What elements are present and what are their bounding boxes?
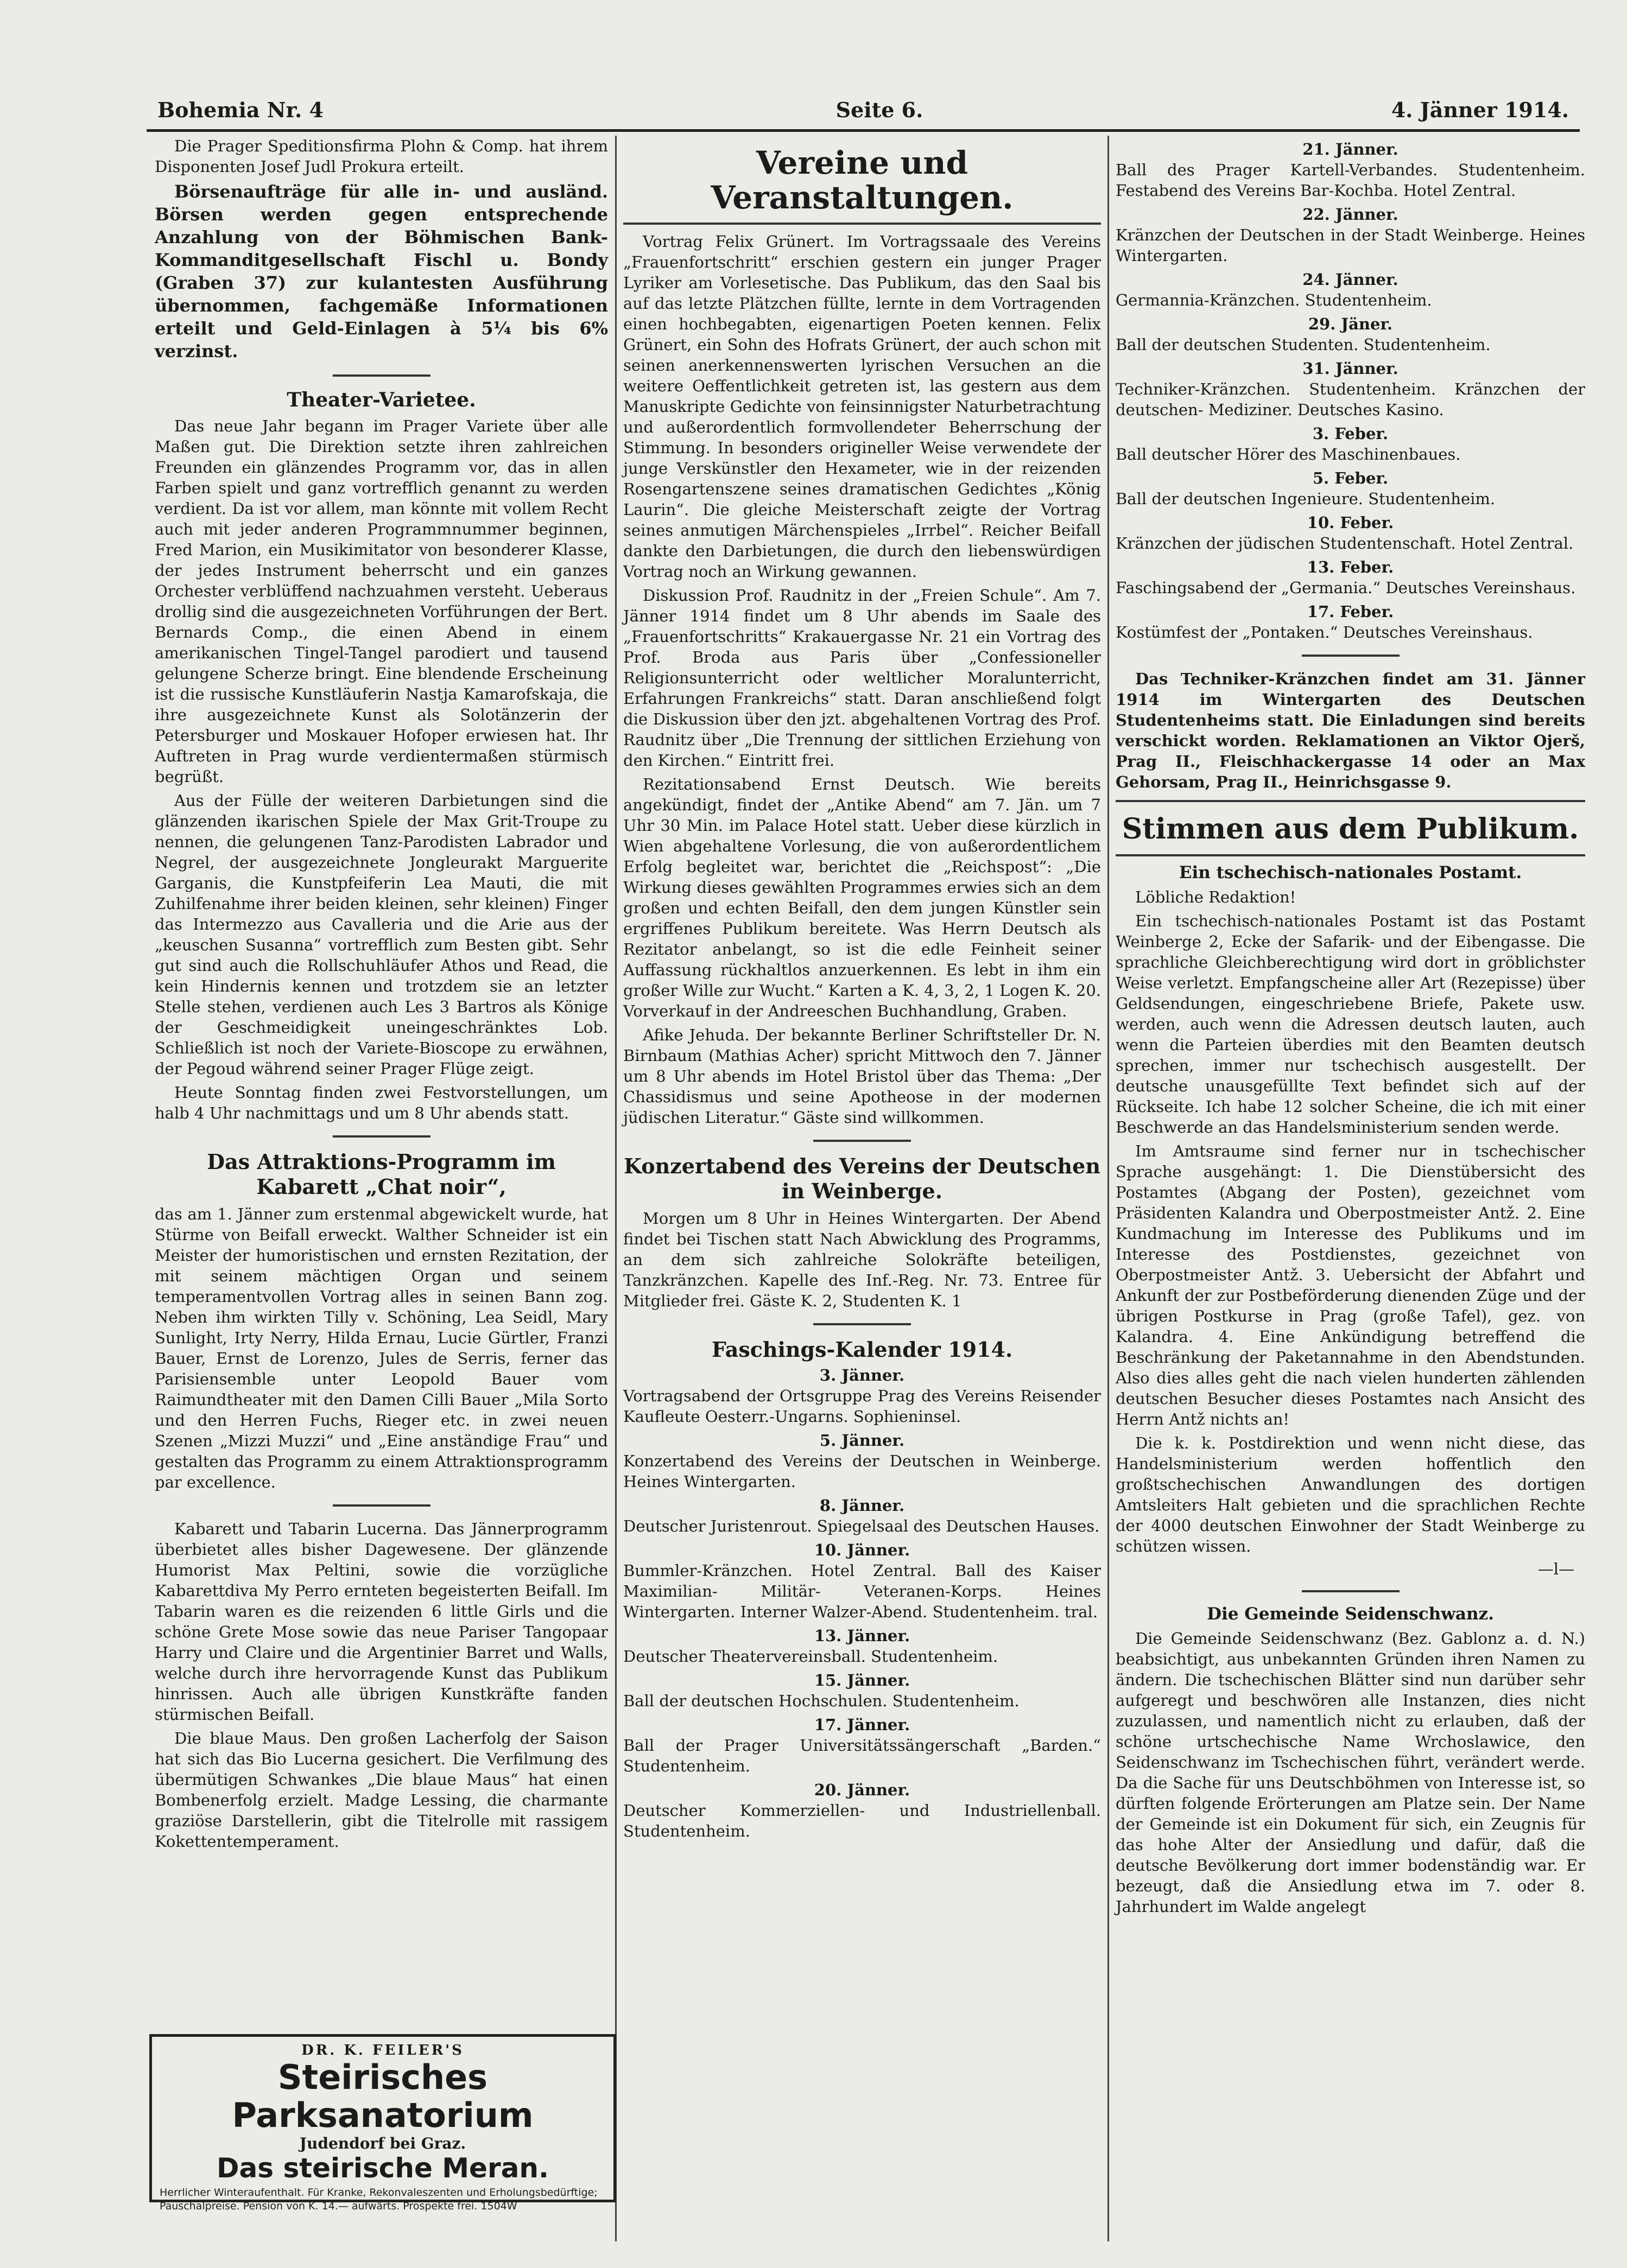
divider (1116, 854, 1585, 856)
column-1 (155, 136, 608, 1855)
column-2 (623, 136, 1101, 1845)
divider (1116, 800, 1585, 802)
ad-title: Steirisches Parksanatorium (232, 2057, 534, 2135)
divider (813, 1140, 911, 1142)
fasching-date: 8. Jänner. (819, 1496, 905, 1515)
ad-location: Judendorf bei Graz. (299, 2134, 466, 2152)
vereine-afike-jehuda: Afike Jehuda. Der bekannte Berliner Schriftsteller Dr. N. Birnbaum (Mathias Acher) spricht Mittwoch den 7. Jänner um 8 Uhr abends im Hotel Bristol über das Thema: „Der Chassidismus und seine Apotheose in der modernen jüdischen Literatur.“ Gäste sind willkommen. (623, 1026, 1101, 1127)
fasching-date: 3. Feber. (1312, 424, 1389, 443)
masthead-issue: Bohemia Nr. 4 (157, 98, 324, 122)
ad-slogan: Das steirische Meran. (217, 2152, 549, 2184)
heading-chat-noir: Das Attraktions-Programm im Kabarett „Chat noir“, (207, 1149, 556, 1199)
fasching-date: 10. Feber. (1307, 513, 1394, 532)
fasching-entry: Ball der deutschen Studenten. Studentenheim. (1116, 335, 1491, 354)
fasching-entry: Ball deutscher Hörer des Maschinenbaues. (1116, 445, 1461, 463)
heading-stimmen: Stimmen aus dem Publikum. (1122, 812, 1579, 846)
page-header (147, 91, 1580, 132)
chat-noir-paragraph: das am 1. Jänner zum erstenmal abgewickelt wurde, hat Stürme von Beifall erweckt. Walther Schneider ist ein Meister der humoristischen und ernsten Rezitation, der mit seinem mächtigen Organ und seinem temperamentvollen Vortrag alles in seinen Bann zog. Neben ihm wirkten Tilly v. Schöning, Lea Seidl, Mary Sunlight, Irty Nerry, Hilda Ernau, Lucie Gürtler, Franzi Bauer, Ernst de Lorenzo, Jules de Serris, ferner das Parisiensemble unter Leopold Bauer vom Raimundtheater mit den Damen Cilli Bauer „Mila Sorto und den Herren Fuchs, Rieger etc. in zwei neuen Szenen „Mizzi Muzzi“ und „Eine anständige Frau“ und gestalten das Programm zu einem Attraktionsprogramm par excellence. (155, 1205, 608, 1491)
fasching-entry: Bummler-Kränzchen. Hotel Zentral. Ball des Kaiser Maximilian- Militär- Veteranen-Korps. Heines Wintergarten. Interner Walzer-Abend. Studentenheim. tral. (623, 1561, 1101, 1621)
vereine-diskussion: Diskussion Prof. Raudnitz in der „Freien Schule“. Am 7. Jänner 1914 findet um 8 Uhr abends im Saale des „Frauenfortschritts“ Krakauergasse Nr. 21 ein Vortrag des Prof. Broda aus Paris über „Confessioneller Religionsunterricht oder weltlicher Moralunterricht, Erfahrungen Frankreichs“ statt. Daran anschließend folgt die Diskussion über den jzt. abgehaltenen Vortrag des Prof. Raudnitz über „Die Trennung der sittlichen Erziehung von den Kirchen.“ Eintritt frei. (623, 586, 1101, 770)
fasching-entry: Deutscher Juristenrout. Spiegelsaal des Deutschen Hauses. (623, 1517, 1100, 1535)
fasching-date: 10. Jänner. (814, 1541, 910, 1559)
fasching-date: 29. Jäner. (1308, 315, 1393, 333)
fasching-entry: Vortragsabend der Ortsgruppe Prag des Vereins Reisender Kaufleute Oesterr.-Ungarns. Sophieninsel. (623, 1387, 1101, 1426)
fasching-date: 21. Jänner. (1302, 140, 1398, 158)
postamt-paragraph-3: Die k. k. Postdirektion und wenn nicht diese, das Handelsministerium werden hoffentlich den großtschechischen Anwandlungen des dortigen Amtsleiters Halt gebieten und die sprachlichen Rechte der 4000 deutschen Einwohner der Stadt Weinberge zu schützen wissen. (1116, 1434, 1585, 1555)
konzertabend-paragraph: Morgen um 8 Uhr in Heines Wintergarten. Der Abend findet bei Tischen statt Nach Abwicklung des Programms, an dem sich zahlreiche Solokräfte beteiligen, Tanzkränzchen. Kapelle des Inf.-Reg. Nr. 73. Entree für Mitglieder frei. Gäste K. 2, Studenten K. 1 (623, 1209, 1101, 1310)
faschings-list-2 (1116, 140, 1585, 643)
letter-signature: —l— (1537, 1560, 1574, 1578)
divider (1302, 1590, 1400, 1592)
fasching-entry: Deutscher Kommerziellen- und Industriellenball. Studentenheim. (623, 1801, 1101, 1840)
fasching-date: 17. Feber. (1307, 602, 1394, 621)
column-rule-1 (615, 136, 617, 2241)
fasching-entry: Ball des Prager Kartell-Verbandes. Studentenheim. Festabend des Vereins Bar-Kochba. Hotel Zentral. (1116, 161, 1585, 200)
fasching-entry: Techniker-Kränzchen. Studentenheim. Kränzchen der deutschen- Mediziner. Deutsches Kasino. (1116, 380, 1585, 419)
vereine-rezitation: Rezitationsabend Ernst Deutsch. Wie bereits angekündigt, findet der „Antike Abend“ am 7. Jän. um 7 Uhr 30 Min. im Palace Hotel statt. Ueber diese kürzlich in Wien abgehaltene Vorlesung, die von außerordentlichem Erfolg begleitet war, berichtet die „Reichspost“: „Die Wirkung dieses gewählten Programmes erwies sich an dem großen und echten Beifall, den dem jungen Künstler sein ergriffenes Publikum bereitete. Was Herrn Deutsch als Rezitator anbelangt, so ist die edle Feinheit seiner Auffassung rückhaltlos anzuerkennen. Es lebt in ihm ein großer Wille zur Wucht.“ Karten a K. 4, 3, 2, 1 Logen K. 20. Vorverkauf in der Andreeschen Buchhandlung, Graben. (623, 775, 1101, 1020)
faschings-list-1 (623, 1366, 1101, 1841)
fasching-date: 24. Jänner. (1302, 270, 1398, 289)
postamt-paragraph-1: Ein tschechisch-nationales Postamt ist das Postamt Weinberge 2, Ecke der Safarik- und der Eibengasse. Die sprachliche Gleichberechtigung wird dort in gröblichster Weise verletzt. Empfangscheine aller Art (Rezepisse) über Geldsendungen, eingeschriebene Briefe, Pakete usw. werden, auch wenn die Adressen deutsch lauten, auch wenn die Parteien überdies mit den Beamten deutsch sprechen, immer nur tschechisch ausgestellt. Der deutsche unausgefüllte Text befindet sich auf der Rückseite. Ich habe 12 solcher Scheine, die ich mit einer Beschwerde an das Handelsministerium senden werde. (1116, 912, 1585, 1136)
fasching-entry: Ball der deutschen Ingenieure. Studentenheim. (1116, 490, 1496, 508)
fasching-entry: Konzertabend des Vereins der Deutschen in Weinberge. Heines Wintergarten. (623, 1452, 1101, 1491)
fasching-date: 15. Jänner. (814, 1671, 910, 1689)
heading-gemeinde: Die Gemeinde Seidenschwanz. (1207, 1604, 1494, 1624)
fasching-date: 31. Jänner. (1302, 359, 1398, 378)
fasching-date: 5. Feber. (1312, 469, 1389, 487)
blaue-maus-paragraph: Die blaue Maus. Den großen Lacherfolg der Saison hat sich das Bio Lucerna gesichert. Die Verfilmung des übermütigen Schwankes „Die blaue Maus“ hat einen Bombenerfolg erzielt. Madge Lessing, die charmante graziöse Darstellerin, gibt die Titelrolle mit rassigem Kokettentemperament. (155, 1729, 608, 1851)
page-number: Seite 6. (835, 98, 923, 122)
column-3 (1116, 136, 1585, 1920)
theater-paragraph-2: Aus der Fülle der weiteren Darbietungen sind die glänzenden ikarischen Spiele der Max Grit-Troupe zu nennen, die gelungenen Tanz-Parodisten Labrador und Negrel, der ausgezeichnete Jongleurakt Marguerite Garganis, die Kunstpfeiferin Lea Mauti, die mit Zuhilfenahme ihrer beiden kleinen, sehr kleinen) Finger das Intermezzo aus Cavalleria und die Arie aus der „keuschen Susanna“ vortrefflich zum Besten gibt. Sehr gut sind auch die Rollschuhläufer Athos und Read, die kein Hindernis kennen und trotzdem sie an letzter Stelle stehen, verdienen auch Les 3 Bartros als Könige der Geschmeidigkeit uneingeschränktes Lob. Schließlich ist noch der Variete-Bioscope zu erwähnen, der Pegoud während seiner Prager Flüge zeigt. (155, 791, 608, 1078)
column-rule-2 (1107, 136, 1109, 2241)
notice-boersen: Börsenaufträge für alle in- und ausländ. Börsen werden gegen entsprechende Anzahlung von der Böhmischen Bank-Kommanditgesellschaft Fischl u. Bondy (Graben 37) zur kulantesten Ausführung übernommen, fachgemäße Informationen erteilt und Geld-Einlagen à 5¼ bis 6% verzinst. (155, 181, 608, 361)
heading-konzertabend: Konzertabend des Vereins der Deutschen in Weinberge. (624, 1154, 1100, 1203)
fasching-date: 20. Jänner. (814, 1781, 910, 1799)
divider (333, 1504, 431, 1507)
fasching-date: 3. Jänner. (819, 1366, 905, 1384)
fasching-entry: Kränzchen der Deutschen in der Stadt Weinberge. Heines Wintergarten. (1116, 226, 1585, 265)
notice-plohn: Die Prager Speditionsfirma Plohn & Comp. hat ihrem Disponenten Josef Judl Prokura erteilt. (155, 137, 608, 176)
heading-theater-varietee: Theater-Varietee. (287, 389, 476, 411)
techniker-kraenzchen: Das Techniker-Kränzchen findet am 31. Jänner 1914 im Wintergarten des Deutschen Studentenheims statt. Die Einladungen sind bereits verschickt worden. Reklamationen an Viktor Ojerš, Prag II., Fleischhackergasse 14 oder an Max Gehorsam, Prag II., Heinrichsgasse 9. (1116, 670, 1585, 791)
ad-fine-print: Herrlicher Winteraufenthalt. Für Kranke, Rekonvaleszenten und Erholungsbedürftige; Pauschalpreise. Pension von K. 14.— aufwärts. Prospekte frei. 1504W (160, 2187, 598, 2212)
ad-owner: DR. K. FEILER'S (301, 2042, 464, 2059)
divider (1302, 655, 1400, 657)
gemeinde-paragraph: Die Gemeinde Seidenschwanz (Bez. Gablonz a. d. N.) beabsichtigt, aus unbekannten Gründen ihren Namen zu ändern. Die tschechischen Blätter sind nun darüber sehr aufgeregt und beschwören alle Instanzen, dies nicht zuzulassen, und namentlich nicht zu erlauben, daß der schöne urtschechische Name Wrchoslawice, den Seidenschwanz im Tschechischen führt, verändert werde. Da die Sache für uns Deutschböhmen von Interesse ist, so dürften folgende Erörterungen am Platze sein. Der Name der Gemeinde ist ein Dokument für sich, ein Zeugnis für das hohe Alter der Ansiedlung und dafür, daß die deutsche Bevölkerung dort immer bodenständig war. Er bezeugt, daß die Ansiedlung etwa im 7. oder 8. Jahrhundert im Walde angelegt (1116, 1629, 1585, 1916)
fasching-date: 5. Jänner. (819, 1431, 905, 1450)
heading-postamt: Ein tschechisch-nationales Postamt. (1179, 863, 1522, 882)
divider (333, 1135, 431, 1138)
fasching-entry: Deutscher Theatervereinsball. Studentenheim. (623, 1647, 998, 1666)
postamt-paragraph-2: Im Amtsraume sind ferner nur in tschechischer Sprache ausgehängt: 1. Die Dienstübersicht des Postamtes (Abgang der Posten), gezeichnet vom Präsidenten Kalandra und Oberpostmeister Antž. 2. Eine Kundmachung im Interesse des Publikums und im Interesse des Postdienstes, gezeichnet von Oberpostmeister Antž. 3. Uebersicht der Abfahrt und Ankunft der zur Postbeförderung dienenden Züge und der übrigen Postkurse in Prag (große Tafel), gez. von Kalandra. 4. Eine Ankündigung betreffend die Beschränkung der Paketannahme in den Abendstunden. Also dies alles geht die nach vielen hunderten zählenden deutschen Besucher dieses Postamtes nach Ansicht des Herrn Antž nichts an! (1116, 1142, 1585, 1428)
fasching-date: 22. Jänner. (1302, 205, 1398, 224)
heading-faschings-kalender: Faschings-Kalender 1914. (711, 1337, 1013, 1362)
issue-date: 4. Jänner 1914. (1391, 98, 1569, 122)
fasching-entry: Germannia-Kränzchen. Studentenheim. (1116, 291, 1432, 309)
vereine-grünert: Vortrag Felix Grünert. Im Vortragssaale des Vereins „Frauenfortschritt“ erschien gestern ein junger Prager Lyriker am Vorlesetische. Das Publikum, das den Saal bis auf das letzte Plätzchen füllte, lernte in dem Vortragenden einen hochbegabten, eigenartigen Poeten kennen. Felix Grünert, ein Sohn des Hofrats Grünert, der auch schon mit seinen anerkennenswerten lyrischen Versuchen an die weitere Oeffentlichkeit getreten ist, las gestern aus dem Manuskripte Gedichte von feinsinnigster Naturbetrachtung und außerordentlich formvollendeter Beherrschung der Stimmung. In besonders origineller Weise verwendete der junge Verskünstler den Hexameter, wie in der reizenden Rosengartenszene seines dramatischen Gedichtes „König Laurin“. Die gleiche Meisterschaft zeigte der Vortrag seines anmutigen Märchenspieles „Irrbel“. Reicher Beifall dankte den Darbietungen, die durch den liebenswürdigen Vortrag noch an Wirkung gewannen. (623, 232, 1101, 581)
divider (333, 374, 431, 377)
fasching-entry: Kostümfest der „Pontaken.“ Deutsches Vereinshaus. (1116, 623, 1533, 641)
divider (813, 1323, 911, 1325)
fasching-date: 13. Jänner. (814, 1627, 910, 1645)
fasching-entry: Faschingsabend der „Germania.“ Deutsches Vereinshaus. (1116, 579, 1576, 597)
heading-vereine: Vereine und Veranstaltungen. (711, 144, 1014, 216)
fasching-date: 13. Feber. (1307, 558, 1394, 576)
theater-paragraph-3: Heute Sonntag finden zwei Festvorstellungen, um halb 4 Uhr nachmittags und um 8 Uhr abends statt. (155, 1083, 608, 1122)
fasching-entry: Ball der Prager Universitätssängerschaft „Barden.“ Studentenheim. (623, 1736, 1101, 1775)
lucerna-paragraph: Kabarett und Tabarin Lucerna. Das Jännerprogramm überbietet alles bisher Dagewesene. Der glänzende Humorist Max Peltini, sowie die vorzügliche Kabarettdiva My Perro ernteten begeisterten Beifall. Im Tabarin waren es die reizenden 6 little Girls und die schöne Grete Mose sowie das neue Pariser Tangopaar Harry und Claire und die Argentinier Barret und Walls, welche durch ihre hervorragende Kunst das Publikum hinrissen. Auch alle übrigen Kunstkräfte fanden stürmischen Beifall. (155, 1520, 608, 1724)
fasching-entry: Ball der deutschen Hochschulen. Studentenheim. (623, 1692, 1020, 1710)
letter-salutation: Löbliche Redaktion! (1135, 888, 1296, 906)
theater-paragraph-1: Das neue Jahr begann im Prager Variete über alle Maßen gut. Die Direktion setzte ihren zahlreichen Freunden ein glänzendes Programm vor, das in allen Farben spielt und ganz vortrefflich genannt zu werden verdient. Da ist vor allem, man könnte mit vollem Recht auch mit jeder anderen Programmnummer beginnen, Fred Marion, ein Musikimitator von besonderer Klasse, der jedes Instrument beherrscht und ein ganzes Orchester verblüffend nachzuahmen versteht. Ueberaus drollig sind die ausgezeichneten Vorführungen der Bert. Bernards Comp., die einen Abend in einem amerikanischen Tingel-Tangel parodiert und tausend gelungene Scherze bringt. Eine blendende Erscheinung ist die russische Kunstläuferin Nastja Kamarofskaja, die ihre ausgezeichnete Kunst als Solotänzerin der Petersburger und Moskauer Hofoper erwiesen hat. Ihr Auftreten in Prag wurde verdientermaßen stürmisch begrüßt. (155, 417, 608, 786)
fasching-date: 17. Jänner. (814, 1716, 910, 1734)
fasching-entry: Kränzchen der jüdischen Studentenschaft. Hotel Zentral. (1116, 534, 1574, 552)
sanatorium-advertisement (149, 2034, 616, 2212)
divider (623, 223, 1101, 225)
